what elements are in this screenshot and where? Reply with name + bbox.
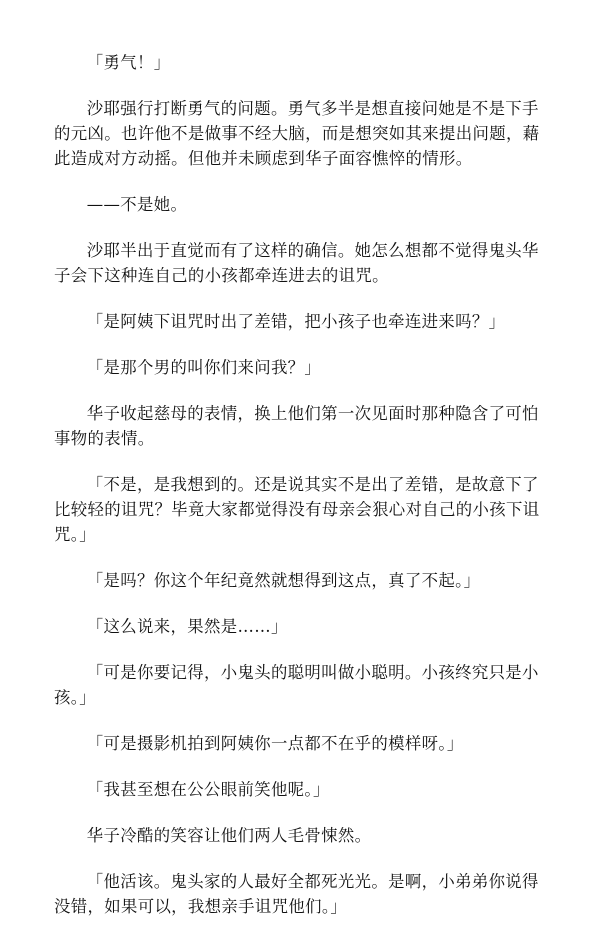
- paragraph: 「这么说来，果然是……」: [86, 617, 288, 636]
- paragraph: 「勇气！」: [86, 53, 171, 72]
- paragraph: 「是吗？你这个年纪竟然就想得到这点，真了不起。」: [86, 571, 481, 590]
- paragraph: 沙耶强行打断勇气的问题。勇气多半是想直接问她是不是下手的元凶。也许他不是做事不经大脑，而是想突如其来提出问题，藉此造成对方动摇。但他并未顾虑到华子面容憔悴的情形。: [54, 99, 540, 168]
- paragraph: 「我甚至想在公公眼前笑他呢。」: [86, 780, 330, 799]
- paragraph: 「他活该。鬼头家的人最好全都死光光。是啊，小弟弟你说得没错，如果可以，我想亲手诅咒他们。」: [54, 872, 539, 916]
- paragraph: 华子收起慈母的表情，换上他们第一次见面时那种隐含了可怕事物的表情。: [54, 404, 539, 448]
- paragraph: 沙耶半出于直觉而有了这样的确信。她怎么想都不觉得鬼头华子会下这种连自己的小孩都牵连进去的诅咒。: [54, 241, 539, 285]
- paragraph: 「是阿姨下诅咒时出了差错，把小孩子也牵连进来吗？」: [86, 312, 506, 331]
- paragraph: 「不是，是我想到的。还是说其实不是出了差错，是故意下了比较轻的诅咒？毕竟大家都觉得没有母亲会狠心对自己的小孩下诅咒。」: [54, 475, 540, 544]
- paragraph: 「可是摄影机拍到阿姨你一点都不在乎的模样呀。」: [86, 734, 464, 753]
- paragraph: 「可是你要记得，小鬼头的聪明叫做小聪明。小孩终究只是小孩。」: [54, 663, 539, 707]
- paragraph: ——不是她。: [86, 195, 188, 214]
- paragraph: 「是那个男的叫你们来问我？」: [86, 358, 322, 377]
- paragraph: 华子冷酷的笑容让他们两人毛骨悚然。: [86, 826, 372, 845]
- body-text: [54, 50, 554, 940]
